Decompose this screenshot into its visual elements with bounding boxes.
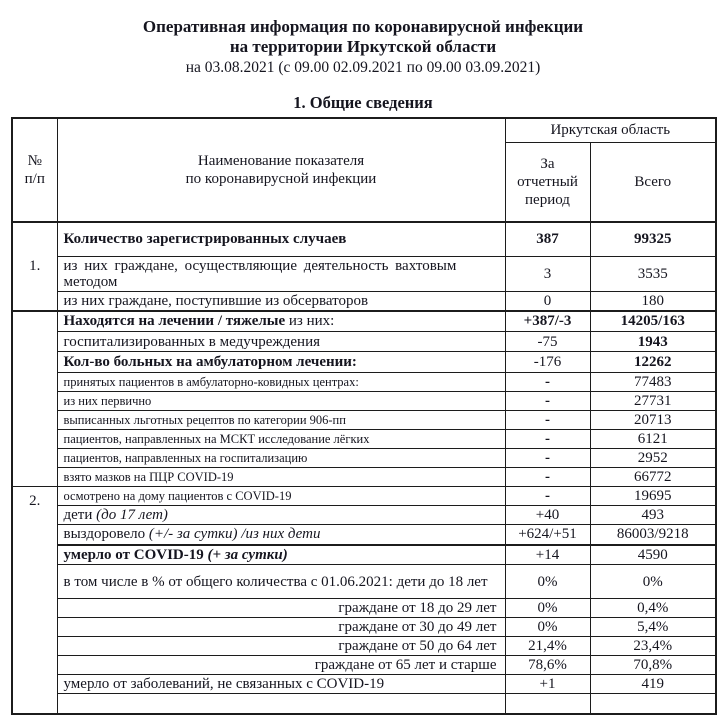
table-row: [12, 222, 716, 256]
col-header-period: За отчетный период: [505, 142, 590, 222]
indicator-label: [57, 311, 505, 332]
label-text: выздоровело: [63, 526, 149, 543]
table-row: [12, 565, 716, 599]
col-header-num: [12, 118, 57, 222]
label-text: (+ за сутки): [207, 546, 288, 563]
label-text: из них граждане, осуществляющие деятельность вахтовым: [63, 257, 457, 274]
table-row: [12, 656, 716, 675]
num-header-line1: №: [27, 153, 42, 169]
label-text: граждане от 65 лет и старше: [314, 657, 497, 673]
table-row: [12, 332, 716, 352]
table-row: [12, 618, 716, 637]
period-value: -: [505, 430, 590, 449]
indicator-label: [57, 675, 505, 694]
indicator-label: [57, 506, 505, 525]
title-line-1: Оперативная информация по коронавирусной инфекции: [142, 17, 584, 36]
total-value: 70,8%: [590, 656, 716, 675]
indicator-label: [57, 430, 505, 449]
total-value: 66772: [590, 468, 716, 487]
total-value: 180: [590, 291, 716, 311]
row-number-cell: [12, 311, 57, 487]
title-line-2: на территории Иркутской области: [229, 37, 497, 56]
indicator-label: [57, 565, 505, 599]
indicator-label: [57, 468, 505, 487]
col-header-total: Всего: [590, 142, 716, 222]
label-text: из них первично: [63, 394, 152, 408]
label-text: пациентов, направленных на госпитализацию: [63, 451, 308, 465]
label-text: принятых пациентов в амбулаторно-ковидных центрах:: [63, 375, 359, 389]
label-text: граждане от 18 до 29 лет: [338, 600, 497, 616]
total-value: 6121: [590, 430, 716, 449]
label-text: в том числе в % от общего количества с 01.06.2021: дети до 18 лет: [63, 573, 488, 590]
indicator-label: [57, 222, 505, 256]
col-header-indicator: [57, 118, 505, 222]
table-row: [12, 291, 716, 311]
period-value: -: [505, 487, 590, 506]
indicator-label: [57, 291, 505, 311]
total-value: 1943: [590, 332, 716, 352]
indicator-label: [57, 373, 505, 392]
num-header-line2: п/п: [24, 171, 45, 187]
label-text: умерло от COVID-19: [63, 546, 208, 563]
period-value: -: [505, 392, 590, 411]
indicator-label: [57, 487, 505, 506]
label-text: Кол-во больных на амбулаторном лечении:: [63, 354, 357, 370]
indicator-label: [57, 656, 505, 675]
period-value: 21,4%: [505, 637, 590, 656]
label-text: выписанных льготных рецептов по категории 906-пп: [63, 413, 346, 427]
table-row: [12, 373, 716, 392]
period-value: -: [505, 411, 590, 430]
period-value: 3: [505, 256, 590, 291]
total-value: 99325: [590, 222, 716, 256]
total-value: 20713: [590, 411, 716, 430]
total-value: 86003/9218: [590, 525, 716, 545]
indicator-label: [57, 599, 505, 618]
period-value: 387: [505, 222, 590, 256]
indicator-header-line2: по коронавирусной инфекции: [185, 171, 377, 187]
row-number-cell: 1.: [12, 222, 57, 311]
table-row: [12, 468, 716, 487]
label-text: пациентов, направленных на МСКТ исследование лёгких: [63, 432, 370, 446]
indicator-label: [57, 332, 505, 352]
section-heading: 1. Общие сведения: [293, 93, 433, 112]
table-row: [12, 487, 716, 506]
indicator-label: [57, 411, 505, 430]
indicator-label: [57, 392, 505, 411]
total-value: 0,4%: [590, 599, 716, 618]
table-row: [12, 675, 716, 694]
total-value: 12262: [590, 352, 716, 373]
total-value: 4590: [590, 545, 716, 565]
total-value: 493: [590, 506, 716, 525]
total-value: [590, 694, 716, 714]
period-value: +1: [505, 675, 590, 694]
label-text: (+/- за сутки) /из них дети: [148, 526, 321, 543]
label-text: граждане от 50 до 64 лет: [338, 638, 497, 654]
table-row: [12, 392, 716, 411]
indicator-label: [57, 525, 505, 545]
table-row: [12, 352, 716, 373]
col-header-region: Иркутская область: [505, 118, 716, 142]
label-text: дети: [63, 507, 97, 523]
label-text: (до 17 лет): [96, 507, 168, 523]
document-title: [0, 0, 726, 78]
period-value: +40: [505, 506, 590, 525]
indicator-label: [57, 618, 505, 637]
label-text: взято мазков на ПЦР COVID-19: [63, 470, 234, 484]
header-row-region: [12, 118, 716, 142]
indicator-label: [57, 352, 505, 373]
period-value: +387/-3: [505, 311, 590, 332]
total-value: 0%: [590, 565, 716, 599]
table-row: [12, 411, 716, 430]
title-date-line: на 03.08.2021 (с 09.00 02.09.2021 по 09.00 03.09.2021): [185, 59, 541, 76]
table-row: [12, 449, 716, 468]
label-text: умерло от заболеваний, не связанных с COVID-19: [63, 676, 385, 692]
indicator-label: [57, 449, 505, 468]
table-row: [12, 525, 716, 545]
indicator-label: [57, 256, 505, 291]
period-value: -75: [505, 332, 590, 352]
indicator-header-line1: Наименование показателя: [197, 153, 365, 169]
table-row: [12, 694, 716, 714]
table-row: [12, 637, 716, 656]
label-text: методом: [63, 273, 118, 290]
label-text: госпитализированных в медучреждения: [63, 333, 321, 350]
period-value: -: [505, 468, 590, 487]
total-value: 27731: [590, 392, 716, 411]
table-body: [12, 222, 716, 714]
total-value: 77483: [590, 373, 716, 392]
table-row: [12, 545, 716, 565]
period-value: +14: [505, 545, 590, 565]
row-number-cell: 2.: [12, 487, 57, 714]
period-value: +624/+51: [505, 525, 590, 545]
indicator-label: [57, 694, 505, 714]
indicator-label: [57, 637, 505, 656]
total-value: 419: [590, 675, 716, 694]
label-text: Количество зарегистрированных случаев: [63, 231, 347, 248]
table-row: [12, 256, 716, 291]
table-row: [12, 506, 716, 525]
table-row: [12, 599, 716, 618]
report-table: [11, 117, 717, 715]
table-row: [12, 430, 716, 449]
label-text: граждане от 30 до 49 лет: [338, 619, 497, 635]
period-value: 78,6%: [505, 656, 590, 675]
period-value: 0%: [505, 565, 590, 599]
total-value: 23,4%: [590, 637, 716, 656]
total-value: 3535: [590, 256, 716, 291]
period-value: 0: [505, 291, 590, 311]
table-header: [12, 118, 716, 222]
table-row: [12, 311, 716, 332]
period-value: -: [505, 373, 590, 392]
period-value: [505, 694, 590, 714]
total-value: 19695: [590, 487, 716, 506]
label-text: Находятся на лечении / тяжелые: [63, 313, 286, 330]
total-value: 5,4%: [590, 618, 716, 637]
label-text: осмотрено на дому пациентов с COVID-19: [63, 489, 292, 503]
period-value: -176: [505, 352, 590, 373]
period-value: 0%: [505, 599, 590, 618]
period-value: 0%: [505, 618, 590, 637]
label-text: из них:: [285, 313, 335, 330]
label-text: из них граждане, поступившие из обсерваторов: [63, 292, 369, 309]
total-value: 2952: [590, 449, 716, 468]
period-value: -: [505, 449, 590, 468]
total-value: 14205/163: [590, 311, 716, 332]
indicator-label: [57, 545, 505, 565]
